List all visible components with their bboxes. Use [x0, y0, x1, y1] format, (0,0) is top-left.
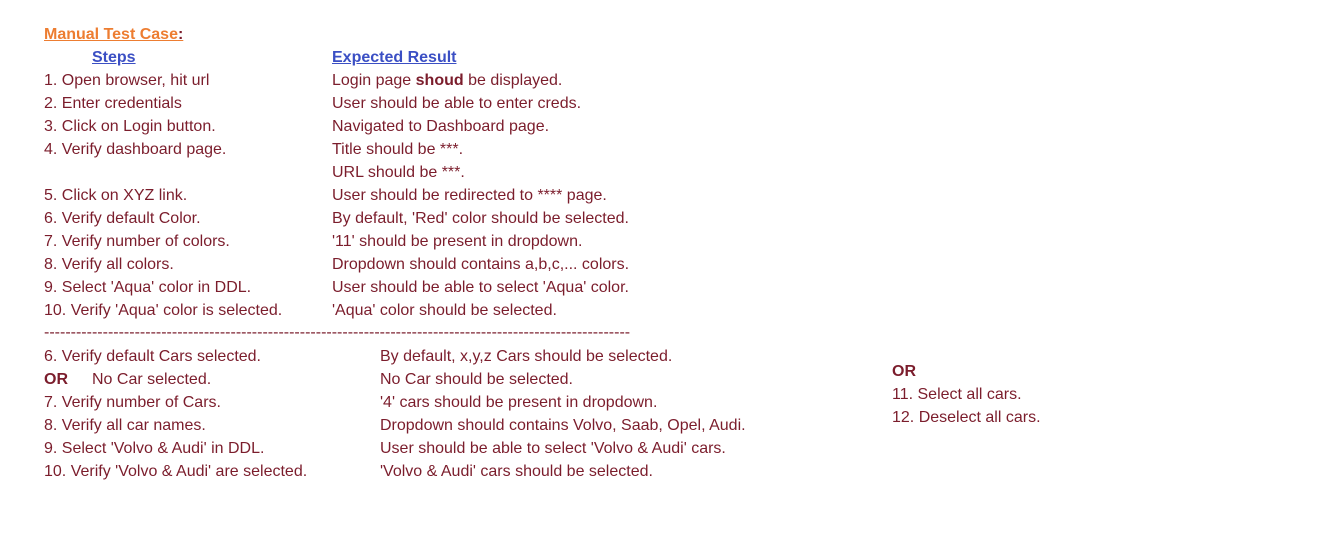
page-title-text: Manual Test Case: [44, 26, 178, 43]
or-text: No Car selected.: [92, 371, 212, 388]
step-7: 7. Verify number of colors.: [44, 233, 230, 250]
step-6: 6. Verify default Color.: [44, 210, 201, 227]
step-8: 8. Verify all colors.: [44, 256, 174, 273]
or-label: OR: [44, 371, 68, 388]
page-title: [44, 23, 183, 46]
expected-6: By default, 'Red' color should be selected.: [332, 210, 629, 227]
expected-10: 'Aqua' color should be selected.: [332, 302, 557, 319]
step-4: 4. Verify dashboard page.: [44, 141, 227, 158]
step-2: 2. Enter credentials: [44, 95, 182, 112]
page-title-colon: :: [177, 26, 184, 43]
steps-header: Steps: [92, 49, 136, 66]
car-step-8: 8. Verify all car names.: [44, 417, 206, 434]
step-1: 1. Open browser, hit url: [44, 72, 210, 89]
step-5: 5. Click on XYZ link.: [44, 187, 188, 204]
car-expected-or: No Car should be selected.: [380, 371, 573, 388]
car-step-9: 9. Select 'Volvo & Audi' in DDL.: [44, 440, 265, 457]
expected-7: '11' should be present in dropdown.: [332, 233, 583, 250]
expected-1: [332, 69, 562, 92]
step-10: 10. Verify 'Aqua' color is selected.: [44, 302, 283, 319]
alt-step-11: 11. Select all cars.: [892, 386, 1022, 403]
expected-4: Title should be ***.: [332, 141, 464, 158]
expected-result-header: Expected Result: [332, 49, 457, 66]
expected-3: Navigated to Dashboard page.: [332, 118, 550, 135]
expected-9: User should be able to select 'Aqua' color.: [332, 279, 629, 296]
car-step-or: [44, 368, 211, 391]
expected-1-pre: Login page: [332, 72, 416, 89]
expected-4b: URL should be ***.: [332, 164, 465, 181]
section-separator: --------------------------------------------------------------------------------------------------------------: [44, 324, 631, 341]
car-expected-7: '4' cars should be present in dropdown.: [380, 394, 658, 411]
car-expected-8: Dropdown should contains Volvo, Saab, Opel, Audi.: [380, 417, 746, 434]
expected-2: User should be able to enter creds.: [332, 95, 582, 112]
expected-8: Dropdown should contains a,b,c,... colors.: [332, 256, 630, 273]
expected-5: User should be redirected to **** page.: [332, 187, 607, 204]
step-9: 9. Select 'Aqua' color in DDL.: [44, 279, 252, 296]
expected-1-bold: shoud: [415, 72, 464, 89]
alt-step-12: 12. Deselect all cars.: [892, 409, 1041, 426]
alt-or-label: OR: [892, 363, 916, 380]
car-expected-10: 'Volvo & Audi' cars should be selected.: [380, 463, 653, 480]
car-step-10: 10. Verify 'Volvo & Audi' are selected.: [44, 463, 308, 480]
step-3: 3. Click on Login button.: [44, 118, 216, 135]
car-expected-6: By default, x,y,z Cars should be selected.: [380, 348, 673, 365]
car-step-7: 7. Verify number of Cars.: [44, 394, 221, 411]
expected-1-post: be displayed.: [463, 72, 563, 89]
car-expected-9: User should be able to select 'Volvo & Audi' cars.: [380, 440, 726, 457]
car-step-6: 6. Verify default Cars selected.: [44, 348, 261, 365]
